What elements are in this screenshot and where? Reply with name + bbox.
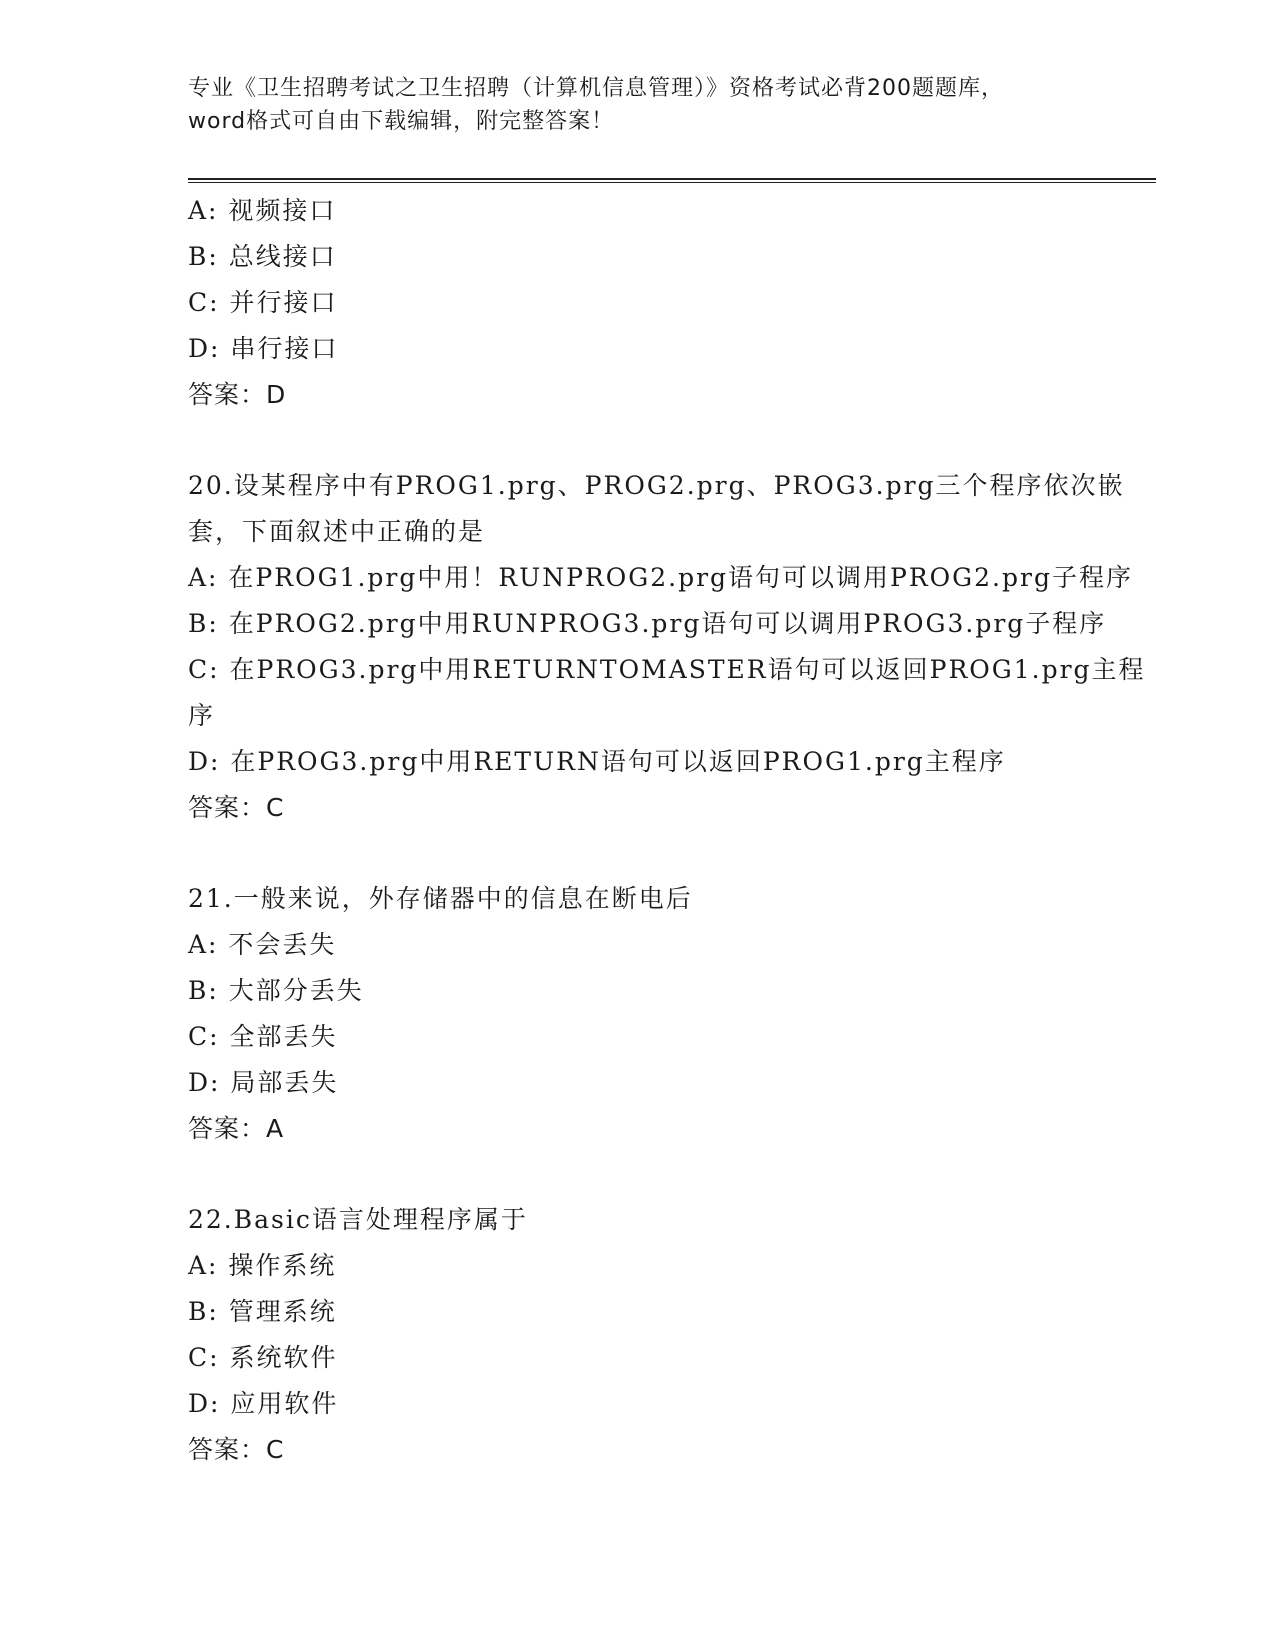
header-title-line-1: 专业《卫生招聘考试之卫生招聘（计算机信息管理）》资格考试必背200题题库， (188, 76, 1004, 101)
option-c-continued: 序 (188, 701, 216, 730)
answer: 答案：C (188, 1435, 285, 1464)
question-stem: 20.设某程序中有PROG1.prg、PROG2.prg、PROG3.prg三个程序依次嵌 (188, 471, 1125, 500)
option-c: C: 系统软件 (188, 1343, 338, 1372)
option-c: C: 并行接口 (188, 288, 338, 317)
question-list (188, 188, 1146, 1473)
header-title-line-2: word格式可自由下载编辑，附完整答案！ (188, 109, 615, 134)
answer: 答案：A (188, 1114, 285, 1143)
option-d: D: 应用软件 (188, 1389, 339, 1418)
option-a: A: 在PROG1.prg中用！RUNPROG2.prg语句可以调用PROG2.prg子程序 (188, 563, 1133, 592)
option-b: B: 管理系统 (188, 1297, 337, 1326)
answer: 答案：C (188, 793, 285, 822)
question-stem: 21.一般来说，外存储器中的信息在断电后 (188, 884, 693, 913)
question-stem-continued: 套，下面叙述中正确的是 (188, 517, 486, 546)
question-stem: 22.Basic语言处理程序属于 (188, 1205, 528, 1234)
document-header (188, 72, 1088, 138)
option-c: C: 全部丢失 (188, 1022, 338, 1051)
option-a: A: 操作系统 (188, 1251, 337, 1280)
question-19 (188, 188, 1088, 418)
option-d: D: 在PROG3.prg中用RETURN语句可以返回PROG1.prg主程序 (188, 747, 1006, 776)
option-b: B: 总线接口 (188, 242, 337, 271)
option-a: A: 视频接口 (188, 196, 337, 225)
question-spacer (188, 831, 1088, 876)
question-22 (188, 1197, 1088, 1473)
question-21 (188, 876, 1088, 1152)
question-spacer (188, 418, 1088, 463)
option-b: B: 大部分丢失 (188, 976, 364, 1005)
option-a: A: 不会丢失 (188, 930, 337, 959)
option-c: C: 在PROG3.prg中用RETURNTOMASTER语句可以返回PROG1.prg主程 (188, 655, 1146, 684)
header-divider (188, 178, 1156, 183)
answer: 答案：D (188, 380, 287, 409)
question-spacer (188, 1152, 1088, 1197)
option-d: D: 串行接口 (188, 334, 339, 363)
option-d: D: 局部丢失 (188, 1068, 339, 1097)
option-b: B: 在PROG2.prg中用RUNPROG3.prg语句可以调用PROG3.prg子程序 (188, 609, 1107, 638)
question-20 (188, 463, 1146, 831)
